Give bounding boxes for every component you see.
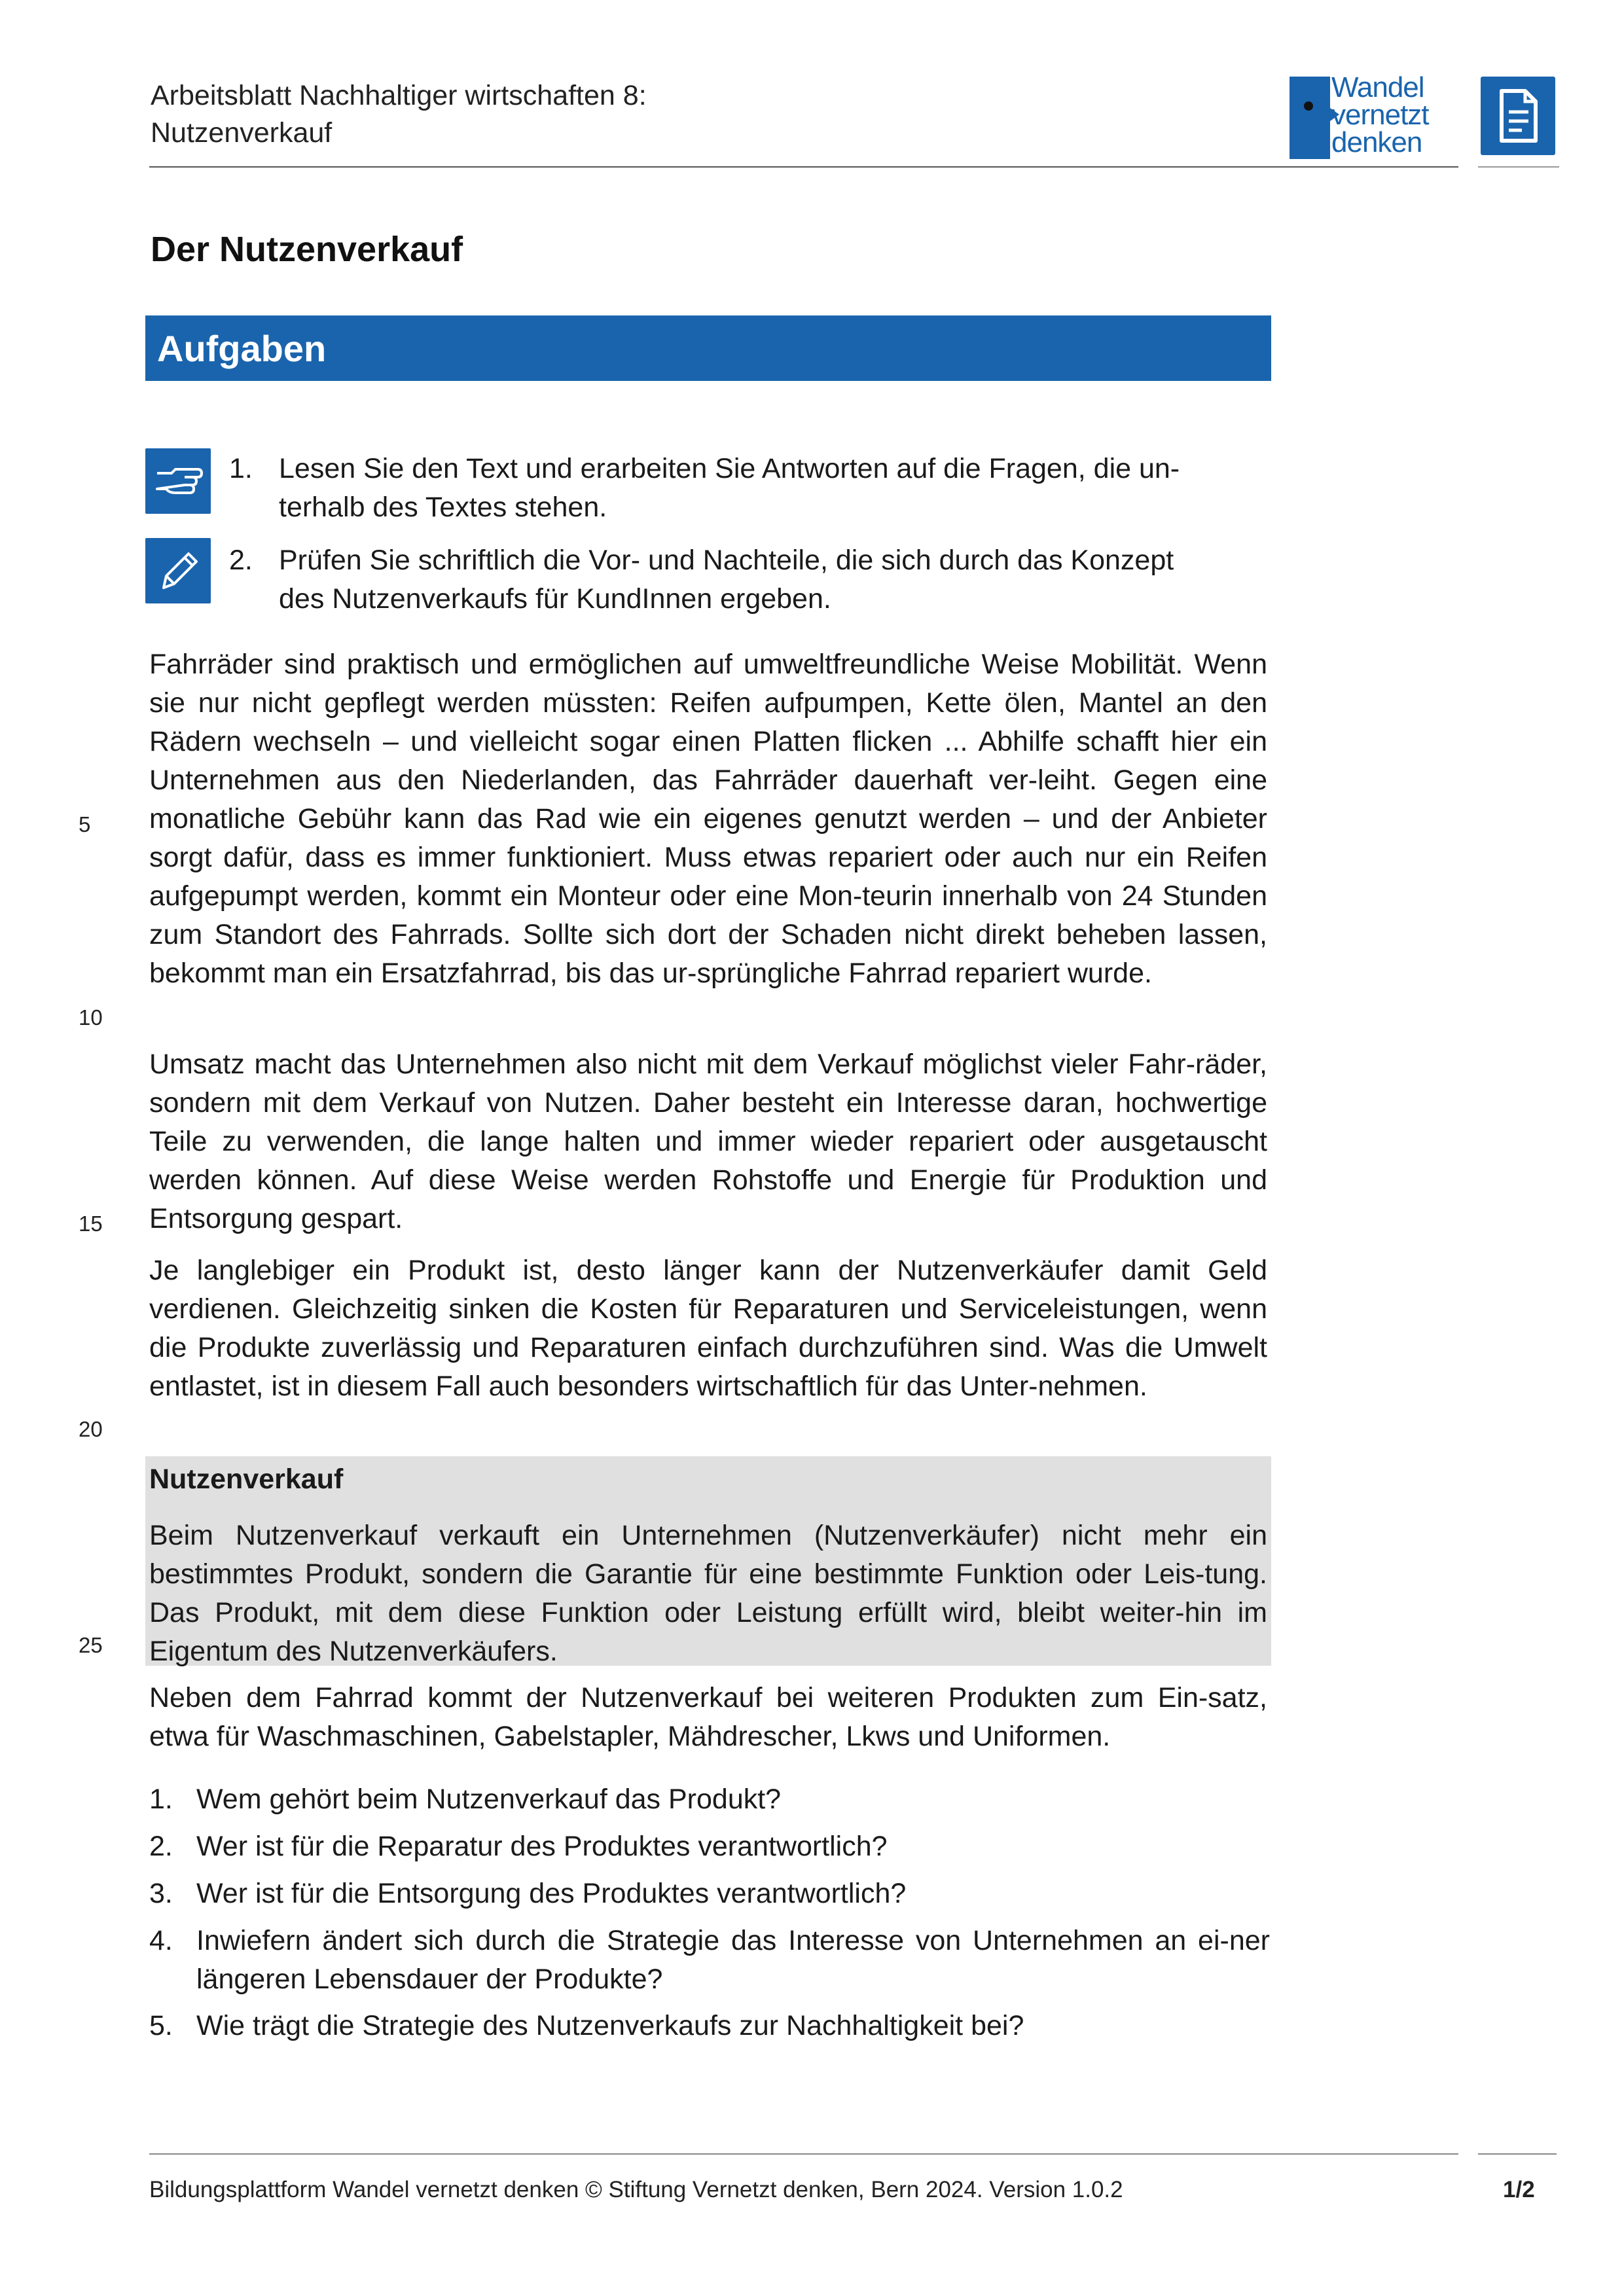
pencil-icon: [145, 538, 211, 603]
line-number: 5: [79, 812, 91, 836]
section-header-label: Aufgaben: [157, 328, 327, 369]
logo-line-1: Wandel: [1331, 71, 1424, 103]
question-text: Wie trägt die Strategie des Nutzenverkaufs zur Nachhaltigkeit bei?: [196, 2010, 1024, 2041]
header-divider-right: [1478, 166, 1559, 168]
logo-wordmark: [1331, 71, 1429, 158]
question-text: Inwiefern ändert sich durch die Strategie das Interesse von Unternehmen an ei-ner längeren Lebensdauer der Produkte?: [196, 1925, 1270, 1995]
task-line: des Nutzenverkaufs für KundInnen ergeben.: [279, 583, 831, 615]
line-number: 25: [79, 1633, 103, 1657]
task-line: terhalb des Textes stehen.: [279, 492, 607, 523]
page-title: Der Nutzenverkauf: [151, 230, 463, 269]
header-title-line2: Nutzenverkauf: [151, 117, 333, 149]
definition-box: [145, 1456, 1271, 1666]
task-number: 2.: [229, 545, 253, 576]
question-text: Wer ist für die Entsorgung des Produktes verantwortlich?: [196, 1878, 907, 1909]
question-text: Wer ist für die Reparatur des Produktes verantwortlich?: [196, 1831, 888, 1862]
task-number: 1.: [229, 453, 253, 484]
task-text: [279, 541, 1287, 619]
document-icon: [1481, 77, 1555, 155]
header-divider: [149, 166, 1458, 168]
line-number: 15: [79, 1211, 103, 1236]
task-text: [279, 450, 1287, 527]
worksheet-header-title: [151, 77, 1132, 152]
question-text: Wem gehört beim Nutzenverkauf das Produkt?: [196, 1784, 782, 1815]
body-paragraph: Je langlebiger ein Produkt ist, desto länger kann der Nutzenverkäufer damit Geld verdienen. Gleichzeitig sinken die Kosten für Reparaturen und Serviceleistungen, wenn die Produkte zuverlässig und Reparaturen einfach durchzuführen sind. Was die Umwelt entlastet, ist in diesem Fall auch besonders wirtschaftlich für das Unter-nehmen.: [149, 1255, 1267, 1402]
question-number: 1.: [149, 1784, 173, 1815]
question-number: 3.: [149, 1878, 173, 1909]
definition-text: Beim Nutzenverkauf verkauft ein Unternehmen (Nutzenverkäufer) nicht mehr ein bestimmtes Produkt, sondern die Garantie für eine bestimmte Funktion oder Leis-tung. Das Produkt, mit dem diese Funktion oder Leistung erfüllt wird, bleibt weiter-hin im Eigentum des Nutzenverkäufers.: [149, 1520, 1267, 1667]
task-line: Lesen Sie den Text und erarbeiten Sie Antworten auf die Fragen, die un-: [279, 453, 1180, 484]
question-number: 4.: [149, 1925, 173, 1956]
header-title-line1: Arbeitsblatt Nachhaltiger wirtschaften 8:: [151, 80, 647, 111]
question-number: 5.: [149, 2010, 173, 2041]
pointing-hand-icon: [145, 448, 211, 514]
wandel-vernetzt-denken-logo: [1290, 71, 1466, 159]
logo-line-3: denken: [1331, 126, 1422, 158]
question-number: 2.: [149, 1831, 173, 1862]
profile-face-logo-icon: [1290, 77, 1330, 159]
page-number: 1/2: [1503, 2177, 1535, 2202]
definition-title: Nutzenverkauf: [149, 1463, 344, 1495]
logo-line-2: vernetzt: [1331, 99, 1429, 131]
footer-copyright: Bildungsplattform Wandel vernetzt denken © Stiftung Vernetzt denken, Bern 2024. Version 1.0.2: [149, 2177, 1123, 2202]
body-paragraph: Neben dem Fahrrad kommt der Nutzenverkauf bei weiteren Produkten zum Ein-satz, etwa für Waschmaschinen, Gabelstapler, Mähdrescher, Lkws und Uniformen.: [149, 1682, 1267, 1752]
line-number: 10: [79, 1005, 103, 1030]
footer-divider-right: [1478, 2153, 1557, 2155]
task-line: Prüfen Sie schriftlich die Vor- und Nachteile, die sich durch das Konzept: [279, 545, 1174, 576]
line-number: 20: [79, 1417, 103, 1441]
body-paragraph: Umsatz macht das Unternehmen also nicht mit dem Verkauf möglichst vieler Fahr-räder, sondern mit dem Verkauf von Nutzen. Daher besteht ein Interesse daran, hochwertige Teile zu verwenden, die lange halten und immer wieder repariert oder ausgetauscht werden können. Auf diese Weise werden Rohstoffe und Energie für Produktion und Entsorgung gespart.: [149, 1049, 1267, 1234]
section-header-band: [145, 315, 1271, 381]
footer-divider: [149, 2153, 1458, 2155]
body-paragraph: Fahrräder sind praktisch und ermöglichen auf umweltfreundliche Weise Mobilität. Wenn sie nur nicht gepflegt werden müssten: Reifen aufpumpen, Kette ölen, Mantel an den Rädern wechseln – und vielleicht sogar einen Platten flicken ... Abhilfe schafft hier ein Unternehmen aus den Niederlanden, das Fahrräder dauerhaft ver-leiht. Gegen eine monatliche Gebühr kann das Rad wie ein eigenes genutzt werden – und der Anbieter sorgt dafür, dass es immer funktioniert. Muss etwas repariert oder auch nur ein Reifen aufgepumpt werden, kommt ein Monteur oder eine Mon-teurin innerhalb von 24 Stunden zum Standort des Fahrrads. Sollte sich dort der Schaden nicht direkt beheben lassen, bekommt man ein Ersatzfahrrad, bis das ur-sprüngliche Fahrrad repariert wurde.: [149, 649, 1267, 989]
